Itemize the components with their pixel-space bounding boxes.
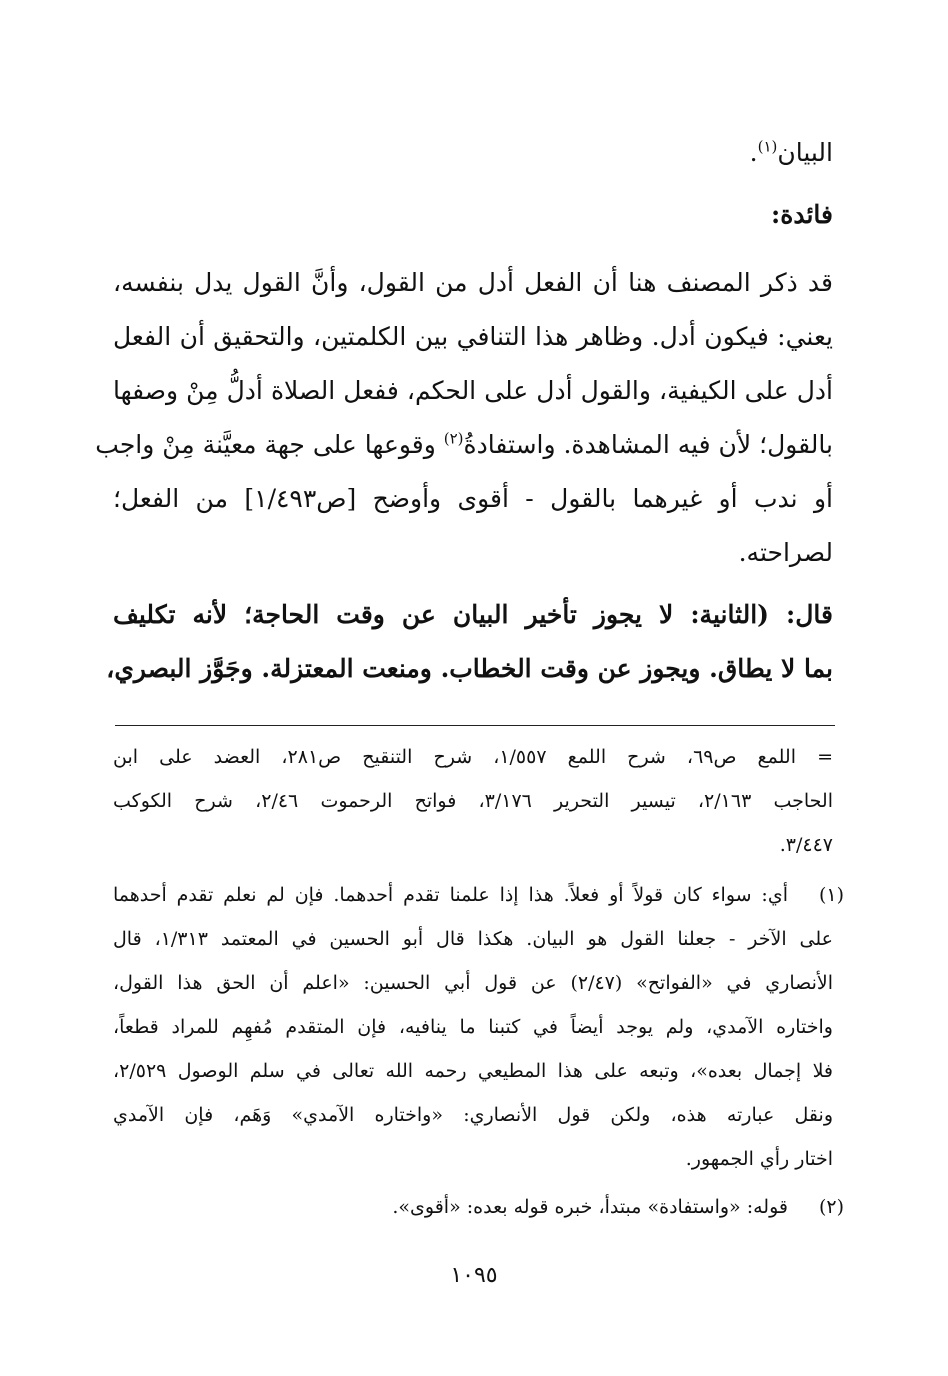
footnote-continuation-line-2: الحاجب ٢/١٦٣، تيسير التحرير ٣/١٧٦، فواتح الرحموت ٢/٤٦، شرح الكوكب	[113, 790, 833, 812]
para1-line-3: أدل على الكيفية، والقول أدل على الحكم، ففعل الصلاة أدلُّ مِنْ وصفها	[113, 376, 833, 405]
footnote-1-line-6: ونقل عبارته هذه، ولكن قول الأنصاري: «واختاره الآمدي» وَهَم، فإن الآمدي	[113, 1104, 833, 1126]
para1-line-4-start: بالقول؛ لأن فيه المشاهدة. واستفادةُ	[463, 430, 833, 459]
opening-word: البيان	[777, 138, 833, 167]
para1-line-6: لصراحته.	[738, 538, 833, 567]
opening-line	[113, 138, 833, 167]
para2-line-1: قال: (الثانية: لا يجوز تأخير البيان عن وقت الحاجة؛ لأنه تكليف	[113, 600, 833, 629]
para1-line-2: يعني: فيكون أدل. وظاهر هذا التنافي بين الكلمتين، والتحقيق أن الفعل	[113, 322, 833, 351]
para1-line-4-end: وقوعها على جهة معيَّنة مِنْ واجب	[95, 430, 436, 459]
footnote-1-line-7: اختار رأي الجمهور.	[685, 1148, 833, 1170]
footnote-1-line-1: أي: سواء كان قولاً أو فعلاً. هذا إذا علمنا تقدم أحدهما. فإن لم نعلم تقدم أحدهما	[113, 884, 788, 906]
footnote-ref-1: (١)	[757, 137, 778, 156]
footnote-ref-2: (٢)	[443, 429, 464, 448]
section-heading: فائدة:	[771, 200, 833, 229]
footnote-1-line-5: فلا إجمال بعده»، وتبعه على هذا المطيعي رحمه الله تعالى في سلم الوصول ٢/٥٢٩،	[113, 1060, 833, 1082]
footnote-1-line-2: على الآخر - جعلنا القول هو البيان. هكذا قال أبو الحسين في المعتمد ١/٣١٣، قال	[113, 928, 833, 950]
para1-line-5: أو ندب أو غيرهما بالقول - أقوى وأوضح [ص١/٤٩٣] من الفعل؛	[113, 484, 834, 513]
page-number: ١٠٩٥	[450, 1263, 498, 1288]
footnote-continuation-line-1: = اللمع ص٦٩، شرح اللمع ١/٥٥٧، شرح التنقيح ص٢٨١، العضد على ابن	[113, 746, 833, 768]
para2-line-2: بما لا يطاق. ويجوز عن وقت الخطاب. ومنعت المعتزلة. وجَوَّز البصري،	[106, 654, 833, 683]
footnote-2-number: (٢)	[818, 1196, 844, 1218]
footnote-separator	[115, 725, 835, 726]
footnote-continuation-line-3: ٣/٤٤٧.	[779, 834, 833, 856]
para1-line-4	[95, 429, 833, 459]
footnote-1-line-3: الأنصاري في «الفواتح» (٢/٤٧) عن قول أبي الحسين: «اعلم أن الحق هذا القول،	[113, 972, 833, 994]
para1-line-1: قد ذكر المصنف هنا أن الفعل أدل من القول، وأنَّ القول يدل بنفسه،	[113, 268, 833, 297]
footnote-2-text: قوله: «واستفادة» مبتدأ، خبره قوله بعده: «أقوى».	[392, 1196, 788, 1218]
footnote-1-number: (١)	[818, 884, 844, 906]
footnote-1-line-4: واختاره الآمدي، ولم يوجد أيضاً في كتبنا ما ينافيه، فإن المتقدم مُفهِم للمراد قطعاً،	[113, 1016, 833, 1038]
opening-end: .	[749, 138, 758, 167]
